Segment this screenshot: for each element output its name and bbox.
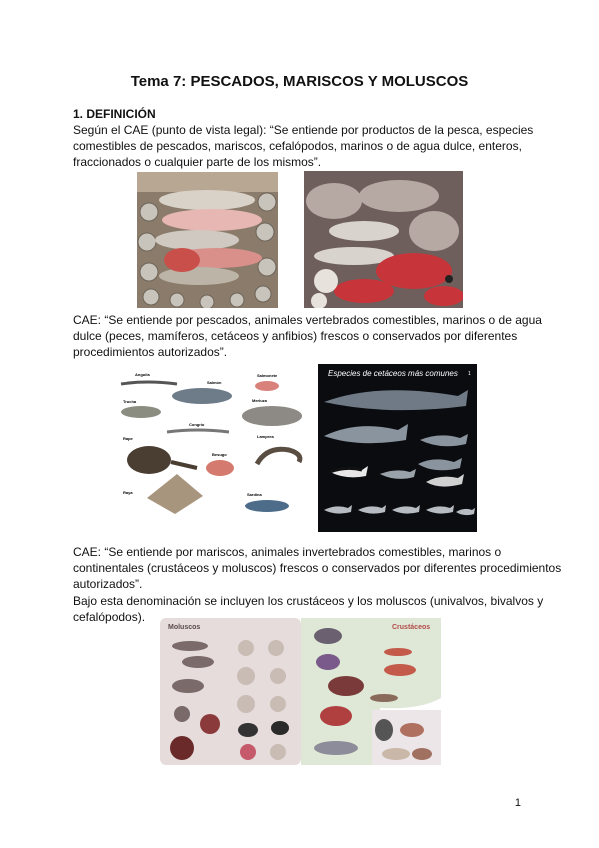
fish-label: Merluza [252,398,267,403]
paragraph-fish-definition [73,312,542,361]
section-heading: 1. DEFINICIÓN [73,107,156,121]
cetacean-chart-title: Especies de cetáceos más comunes [328,369,458,378]
text-line: CAE: “Se entiende por pescados, animales vertebrados comestibles, marinos o de agua [73,313,542,327]
fish-label: Trucha [123,399,137,404]
fish-label: Lamprea [257,434,274,439]
text-line: CAE: “Se entiende por mariscos, animales invertebrados comestibles, marinos o [73,545,502,559]
text-line: comestibles de pescados, mariscos, cefalópodos, marinos o de agua dulce, enteros, [73,139,522,154]
fish-label: Salmonete [257,373,278,378]
fish-label: Anguila [135,372,150,377]
fish-market-photo [137,172,278,308]
shellfish-illustration [160,618,441,765]
paragraph-shellfish-definition [73,544,562,625]
cetacean-species-chart [318,364,477,532]
fish-label: Besugo [212,452,227,457]
text-line: autorizados”. [73,577,143,592]
text-line: fraccionados o cualquier parte de los mismos”. [73,155,322,170]
fish-species-illustration [117,370,311,516]
text-line: cefalópodos). [73,609,146,624]
text-line: Bajo esta denominación se incluyen los crustáceos y los moluscos (univalvos, bivalvos y [73,593,544,608]
fish-label: Congrio [189,422,205,427]
shellfish-left-label: Moluscos [168,624,201,631]
text-line: procedimientos autorizados”. [73,345,228,360]
text-line: Según el CAE (punto de vista legal): “Se entiende por productos de la pesca, especies [73,123,534,137]
paragraph-definition-cae [73,122,533,171]
fish-label: Rape [123,436,133,441]
text-line: continentales (crustáceos y moluscos) frescos o conservados por diferentes procedimientos [73,561,562,576]
fish-label: Raya [123,490,133,495]
shellfish-right-label: Crustáceos [392,624,431,631]
text-line: dulce (peces, mamíferos, cetáceos y anfibios) frescos o conservados por diferentes [73,329,518,344]
page-number: 1 [514,797,521,809]
seafood-market-photo [304,171,463,308]
fish-label: Sardina [247,492,262,497]
fish-label: Salmón [207,380,222,385]
page-title: Tema 7: PESCADOS, MARISCOS Y MOLUSCOS [130,73,469,90]
cetacean-chart-page: 1 [468,371,471,377]
